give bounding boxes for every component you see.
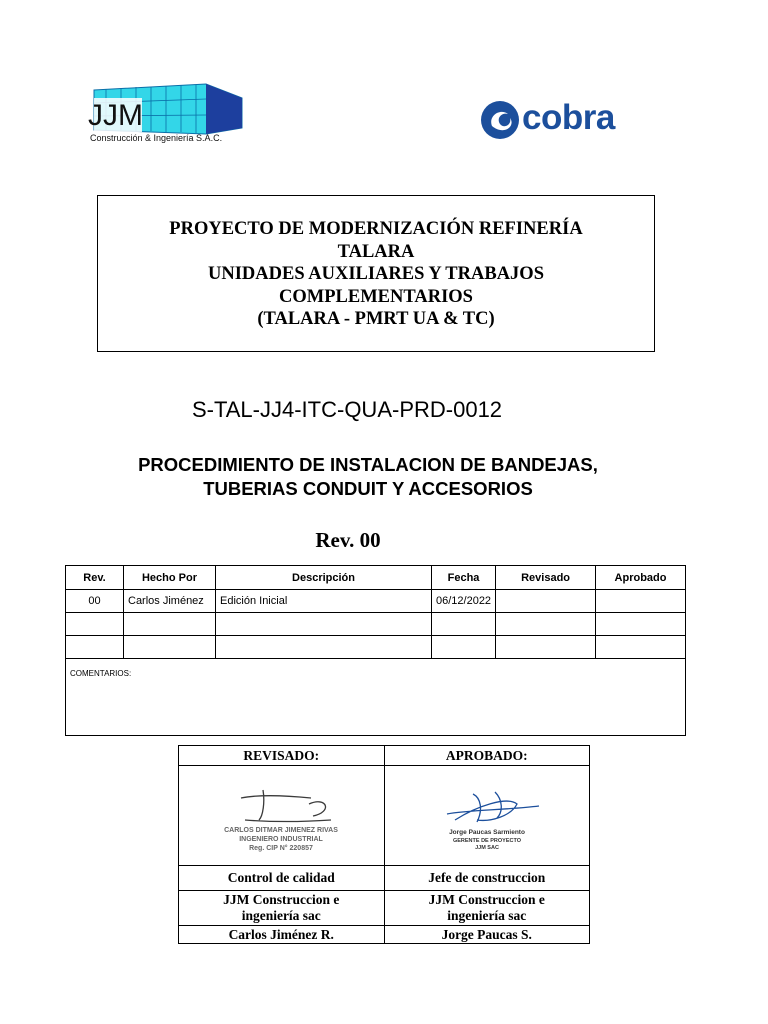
cell-revisado — [496, 636, 596, 659]
cell-rev: 00 — [66, 590, 124, 613]
revisado-name: Carlos Jiménez R. — [179, 926, 385, 944]
aprobado-role: Jefe de construccion — [384, 866, 590, 891]
comments-label: COMENTARIOS: — [66, 659, 686, 736]
aprobado-name: Jorge Paucas S. — [384, 926, 590, 944]
revisado-signature-stamp — [201, 776, 361, 856]
project-line: TALARA — [337, 241, 415, 262]
aprobado-stamp-line2: GERENTE DE PROYECTO — [452, 837, 521, 844]
jjm-logo-name: JJM — [88, 99, 143, 132]
revisado-signature-cell — [179, 766, 385, 866]
cobra-logo-name: cobra — [522, 98, 615, 137]
cell-aprobado — [596, 636, 686, 659]
cell-rev — [66, 636, 124, 659]
column-header-fecha: Fecha — [432, 566, 496, 590]
cell-descripcion — [216, 613, 432, 636]
cell-aprobado — [596, 613, 686, 636]
aprobado-header: APROBADO: — [384, 746, 590, 766]
cell-fecha — [432, 636, 496, 659]
revisado-header: REVISADO: — [179, 746, 385, 766]
cell-fecha — [432, 613, 496, 636]
document-title-line2: TUBERIAS CONDUIT Y ACCESORIOS — [203, 478, 533, 499]
aprobado-company-line2: ingeniería sac — [447, 908, 527, 923]
aprobado-stamp-line3: JJM SAC — [474, 844, 499, 851]
cell-aprobado — [596, 590, 686, 613]
column-header-aprobado: Aprobado — [596, 566, 686, 590]
aprobado-company-line1: JJM Construccion e — [428, 892, 545, 907]
revisado-role: Control de calidad — [179, 866, 385, 891]
project-title-box — [97, 195, 655, 352]
document-title — [0, 453, 768, 501]
revisado-company-line1: JJM Construccion e — [223, 892, 340, 907]
column-header-hecho-por: Hecho Por — [124, 566, 216, 590]
cell-hecho-por — [124, 636, 216, 659]
aprobado-stamp-line1: Jorge Paucas Sarmiento — [448, 828, 525, 836]
cell-descripcion: Edición Inicial — [216, 590, 432, 613]
project-line: PROYECTO DE MODERNIZACIÓN REFINERÍA — [169, 219, 583, 239]
revisado-stamp-line2: INGENIERO INDUSTRIAL — [239, 835, 324, 843]
column-header-descripcion: Descripción — [216, 566, 432, 590]
cell-revisado — [496, 613, 596, 636]
revisado-company-line2: ingeniería sac — [241, 908, 321, 923]
project-line: UNIDADES AUXILIARES Y TRABAJOS — [208, 264, 544, 284]
aprobado-signature-cell — [384, 766, 590, 866]
revisado-stamp-line1: CARLOS DITMAR JIMENEZ RIVAS — [224, 826, 339, 834]
cell-descripcion — [216, 636, 432, 659]
comments-row — [66, 659, 686, 736]
cell-hecho-por: Carlos Jiménez — [124, 590, 216, 613]
signature-table — [178, 745, 590, 944]
cell-hecho-por — [124, 613, 216, 636]
cell-rev — [66, 613, 124, 636]
table-row — [66, 613, 686, 636]
jjm-logo-subtitle: Construcción & Ingeniería S.A.C. — [90, 133, 223, 143]
revision-table — [65, 565, 686, 736]
revision-label: Rev. 00 — [315, 528, 381, 552]
column-header-revisado: Revisado — [496, 566, 596, 590]
cell-fecha: 06/12/2022 — [432, 590, 496, 613]
cell-revisado — [496, 590, 596, 613]
document-title-line1: PROCEDIMIENTO DE INSTALACION DE BANDEJAS, — [138, 454, 598, 475]
revisado-company — [179, 891, 385, 926]
document-code: S-TAL-JJ4-ITC-QUA-PRD-0012 — [191, 397, 503, 422]
aprobado-signature-stamp — [407, 776, 567, 856]
project-line: (TALARA - PMRT UA & TC) — [257, 309, 495, 329]
table-row — [66, 590, 686, 613]
revisado-stamp-line3: Reg. CIP N° 220857 — [249, 844, 314, 852]
table-row — [66, 636, 686, 659]
revision-table-header — [66, 566, 686, 590]
aprobado-company — [384, 891, 590, 926]
column-header-rev: Rev. — [66, 566, 124, 590]
project-line: COMPLEMENTARIOS — [279, 286, 473, 307]
